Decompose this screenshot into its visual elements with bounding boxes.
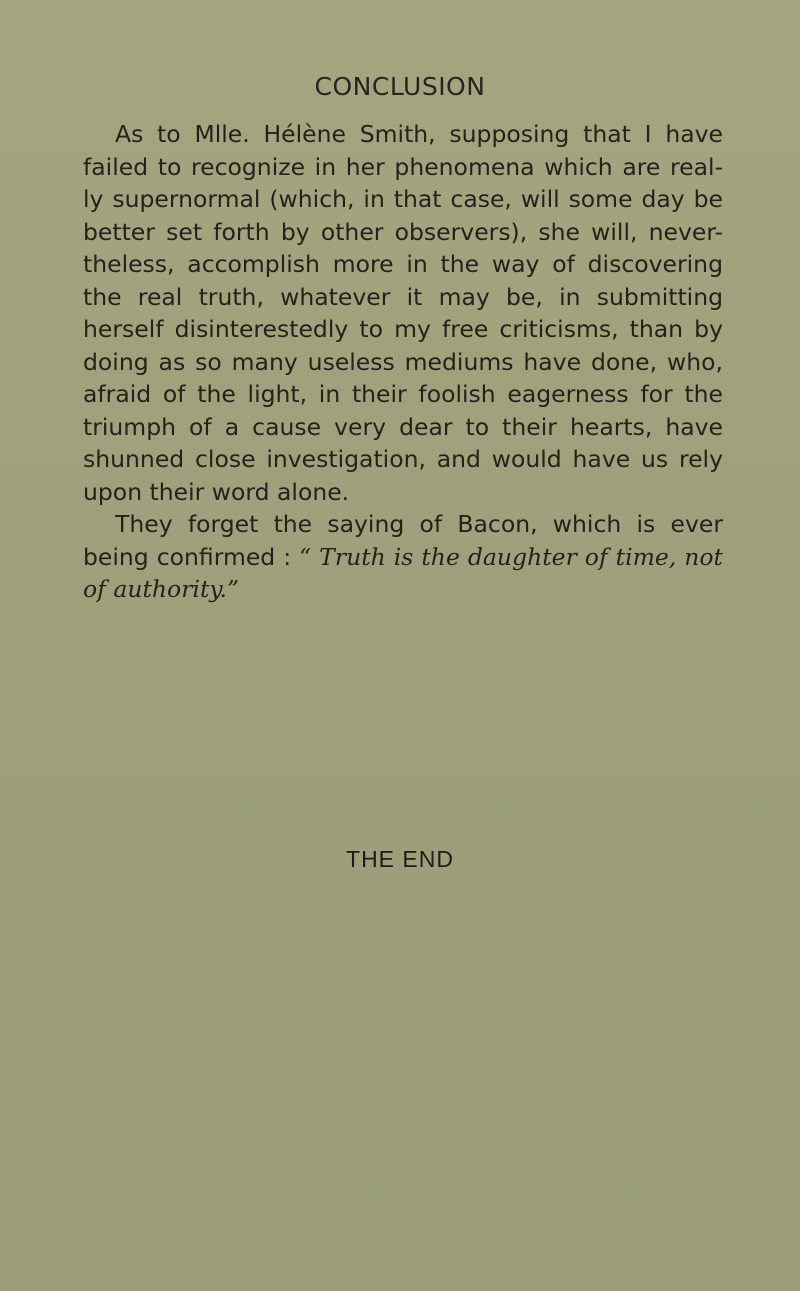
paragraph-1: As to Mlle. Hélène Smith, supposing that I have failed to recognize in her phenomena which are real- ly supernormal (which, in that case, will some day be better set forth by other observers), she will, never- theless, accomplish more in the way of discovering the real truth, whatever it may be, in submitting herself disinterestedly to my free criticisms, than by doing as so many useless mediums have done, who, afraid of the light, in their foolish eagerness for the triumph of a cause very dear to their hearts, have shunned close investigation, and would have us rely upon their word alone. <box>83 120 723 506</box>
body-text <box>83 118 723 606</box>
bacon-quote: “ Truth is the daughter of time, not of authority.” <box>83 542 723 603</box>
running-head: CONCLUSION <box>314 72 486 101</box>
the-end-label: THE END <box>346 846 454 872</box>
paragraph-2-lead: They forget the saying of Bacon, which is ever being confirmed : <box>83 510 723 571</box>
paragraph-2 <box>83 508 723 606</box>
